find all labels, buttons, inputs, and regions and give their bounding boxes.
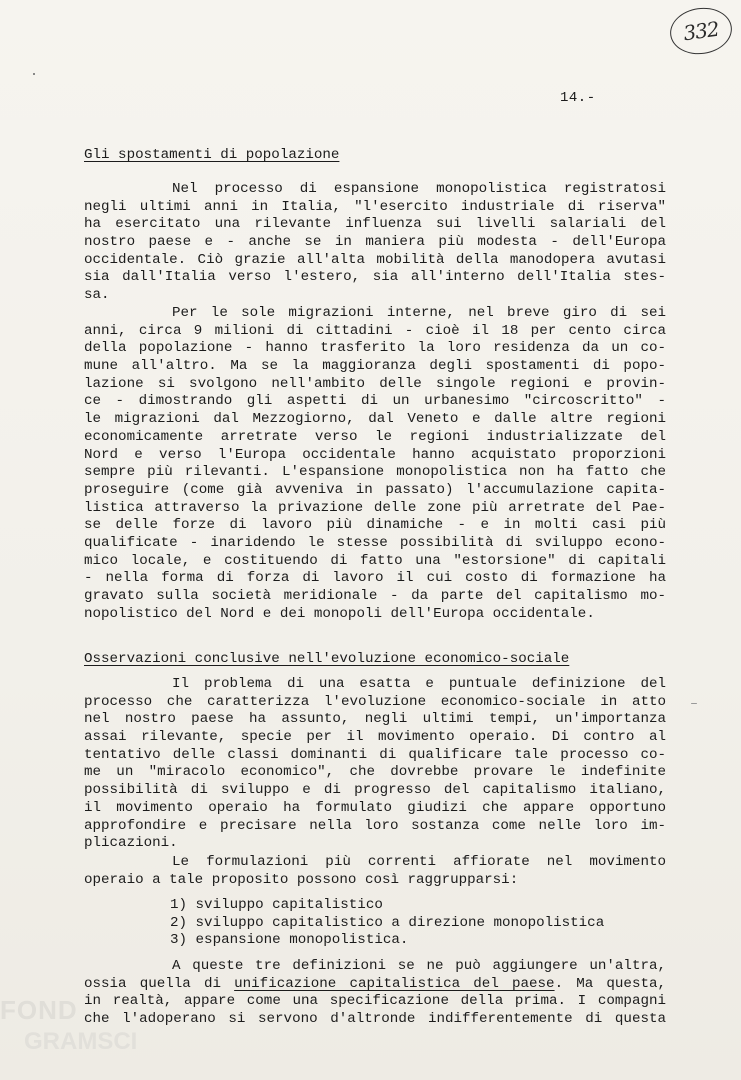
text-line: le migrazioni dal Mezzogiorno, dal Veneto e dalle altre regioni <box>84 411 666 428</box>
text-line: occidentale. Ciò grazie all'alta mobilità della manodopera avutasi <box>84 251 666 268</box>
text-fragment: . Ma questa, <box>554 975 667 992</box>
text-line: me un "miracolo economico", che dovrebbe provare le indefinite <box>84 764 666 781</box>
paragraph <box>84 676 666 853</box>
text-line: processo che caratterizza l'evoluzione economico-sociale in atto <box>84 693 666 710</box>
scan-speck <box>691 703 697 704</box>
text-line: sempre più rilevanti. L'espansione monopolistica non ha fatto che <box>84 464 666 481</box>
text-line: che l'adoperano si servono d'altronde indifferentemente di questa <box>84 1011 666 1028</box>
text-line <box>84 976 666 994</box>
section-heading-population-movements: Gli spostamenti di popolazione <box>84 147 340 163</box>
text-line: tentativo delle classi dominanti di qualificare tale processo co- <box>84 746 666 763</box>
text-line: sa. <box>84 287 110 304</box>
text-line: economicamente arretrate verso le regioni industrializzate del <box>84 428 666 445</box>
stamp-number: 332 <box>681 16 721 46</box>
text-line: nostro paese e - anche se in maniera più modesta - dell'Europa <box>84 234 666 251</box>
text-line: il movimento operaio ha formulato giudizi che appare opportuno <box>84 799 666 816</box>
text-line: mune all'altro. Ma se la maggioranza degli spostamenti di popo- <box>84 358 666 375</box>
page-number: 14.- <box>560 90 596 106</box>
list-item: 3) espansione monopolistica. <box>170 932 409 949</box>
text-line: listica attraverso la privazione delle zone più arretrate del Pae- <box>84 499 666 516</box>
text-line: assai rilevante, specie per il movimento operaio. Di contro al <box>84 729 666 746</box>
text-line: lazione si svolgono nell'ambito delle singole regioni e provin- <box>84 375 666 392</box>
scan-speck <box>33 73 35 75</box>
paragraph <box>84 958 666 1029</box>
text-line: plicazioni. <box>84 835 178 852</box>
archive-page-stamp <box>667 4 735 58</box>
paragraph <box>84 305 666 623</box>
text-fragment: ossia quella di <box>84 975 235 992</box>
text-line: Nord e verso l'Europa occidentale hanno acquistato proporzioni <box>84 446 666 463</box>
section-heading-conclusive-observations: Osservazioni conclusive nell'evoluzione economico-sociale <box>84 651 570 667</box>
definitions-list <box>170 897 604 950</box>
text-line: A queste tre definizioni se ne può aggiungere un'altra, <box>172 958 666 974</box>
text-line: qualificate - inaridendo le stesse possibilità di sviluppo econo- <box>84 534 666 551</box>
text-line: Per le sole migrazioni interne, nel breve giro di sei <box>172 305 666 321</box>
text-line: in realtà, appare come una specificazione della prima. I compagni <box>84 993 666 1010</box>
text-line: Le formulazioni più correnti affiorate nel movimento <box>172 854 666 870</box>
paragraph <box>84 181 666 305</box>
text-line: nopolistico del Nord e dei monopoli dell'Europa occidentale. <box>84 605 595 622</box>
list-item: 1) sviluppo capitalistico <box>170 897 383 913</box>
text-line: mico locale, e costituendo di fatto una "estorsione" di capitali <box>84 552 666 569</box>
text-line: Il problema di una esatta e puntuale definizione del <box>172 676 666 692</box>
text-line: Nel processo di espansione monopolistica registratosi <box>172 181 666 197</box>
text-line: proseguire (come già avveniva in passato) l'accumulazione capita- <box>84 481 666 498</box>
underlined-phrase: unificazione capitalistica del paese <box>234 975 555 992</box>
text-line: ce - dimostrando gli aspetti di un urbanesimo "circoscritto" - <box>84 393 666 410</box>
text-line: possibilità di sviluppo e di progresso del capitalismo italiano, <box>84 782 666 799</box>
archive-watermark-secondary: GRAMSCI <box>24 1028 138 1055</box>
text-line: ha esercitato una rilevante influenza sui livelli salariali del <box>84 216 666 233</box>
text-line: della popolazione - hanno trasferito la loro residenza da un co- <box>84 340 666 357</box>
text-line: se delle forze di lavoro più dinamiche - e in molti casi più <box>84 517 666 534</box>
text-line: negli ultimi anni in Italia, "l'esercito industriale di riserva" <box>84 198 666 215</box>
text-line: gravato sulla società meridionale - da parte del capitalismo mo- <box>84 588 666 604</box>
text-line: operaio a tale proposito possono così raggrupparsi: <box>84 871 519 888</box>
text-line: sia dall'Italia verso l'estero, sia all'interno dell'Italia stes- <box>84 269 666 286</box>
text-line: anni, circa 9 milioni di cittadini - cioè il 18 per cento circa <box>84 322 666 339</box>
archive-watermark: FOND <box>0 995 78 1025</box>
list-item: 2) sviluppo capitalistico a direzione monopolistica <box>170 914 605 931</box>
text-line: approfondire e precisare nella loro sostanza come nelle loro im- <box>84 817 666 834</box>
paragraph <box>84 854 666 889</box>
text-line: nel nostro paese ha assunto, negli ultimi tempi, un'importanza <box>84 711 666 728</box>
text-line: - nella forma di forza di lavoro il cui costo di formazione ha <box>84 570 666 587</box>
